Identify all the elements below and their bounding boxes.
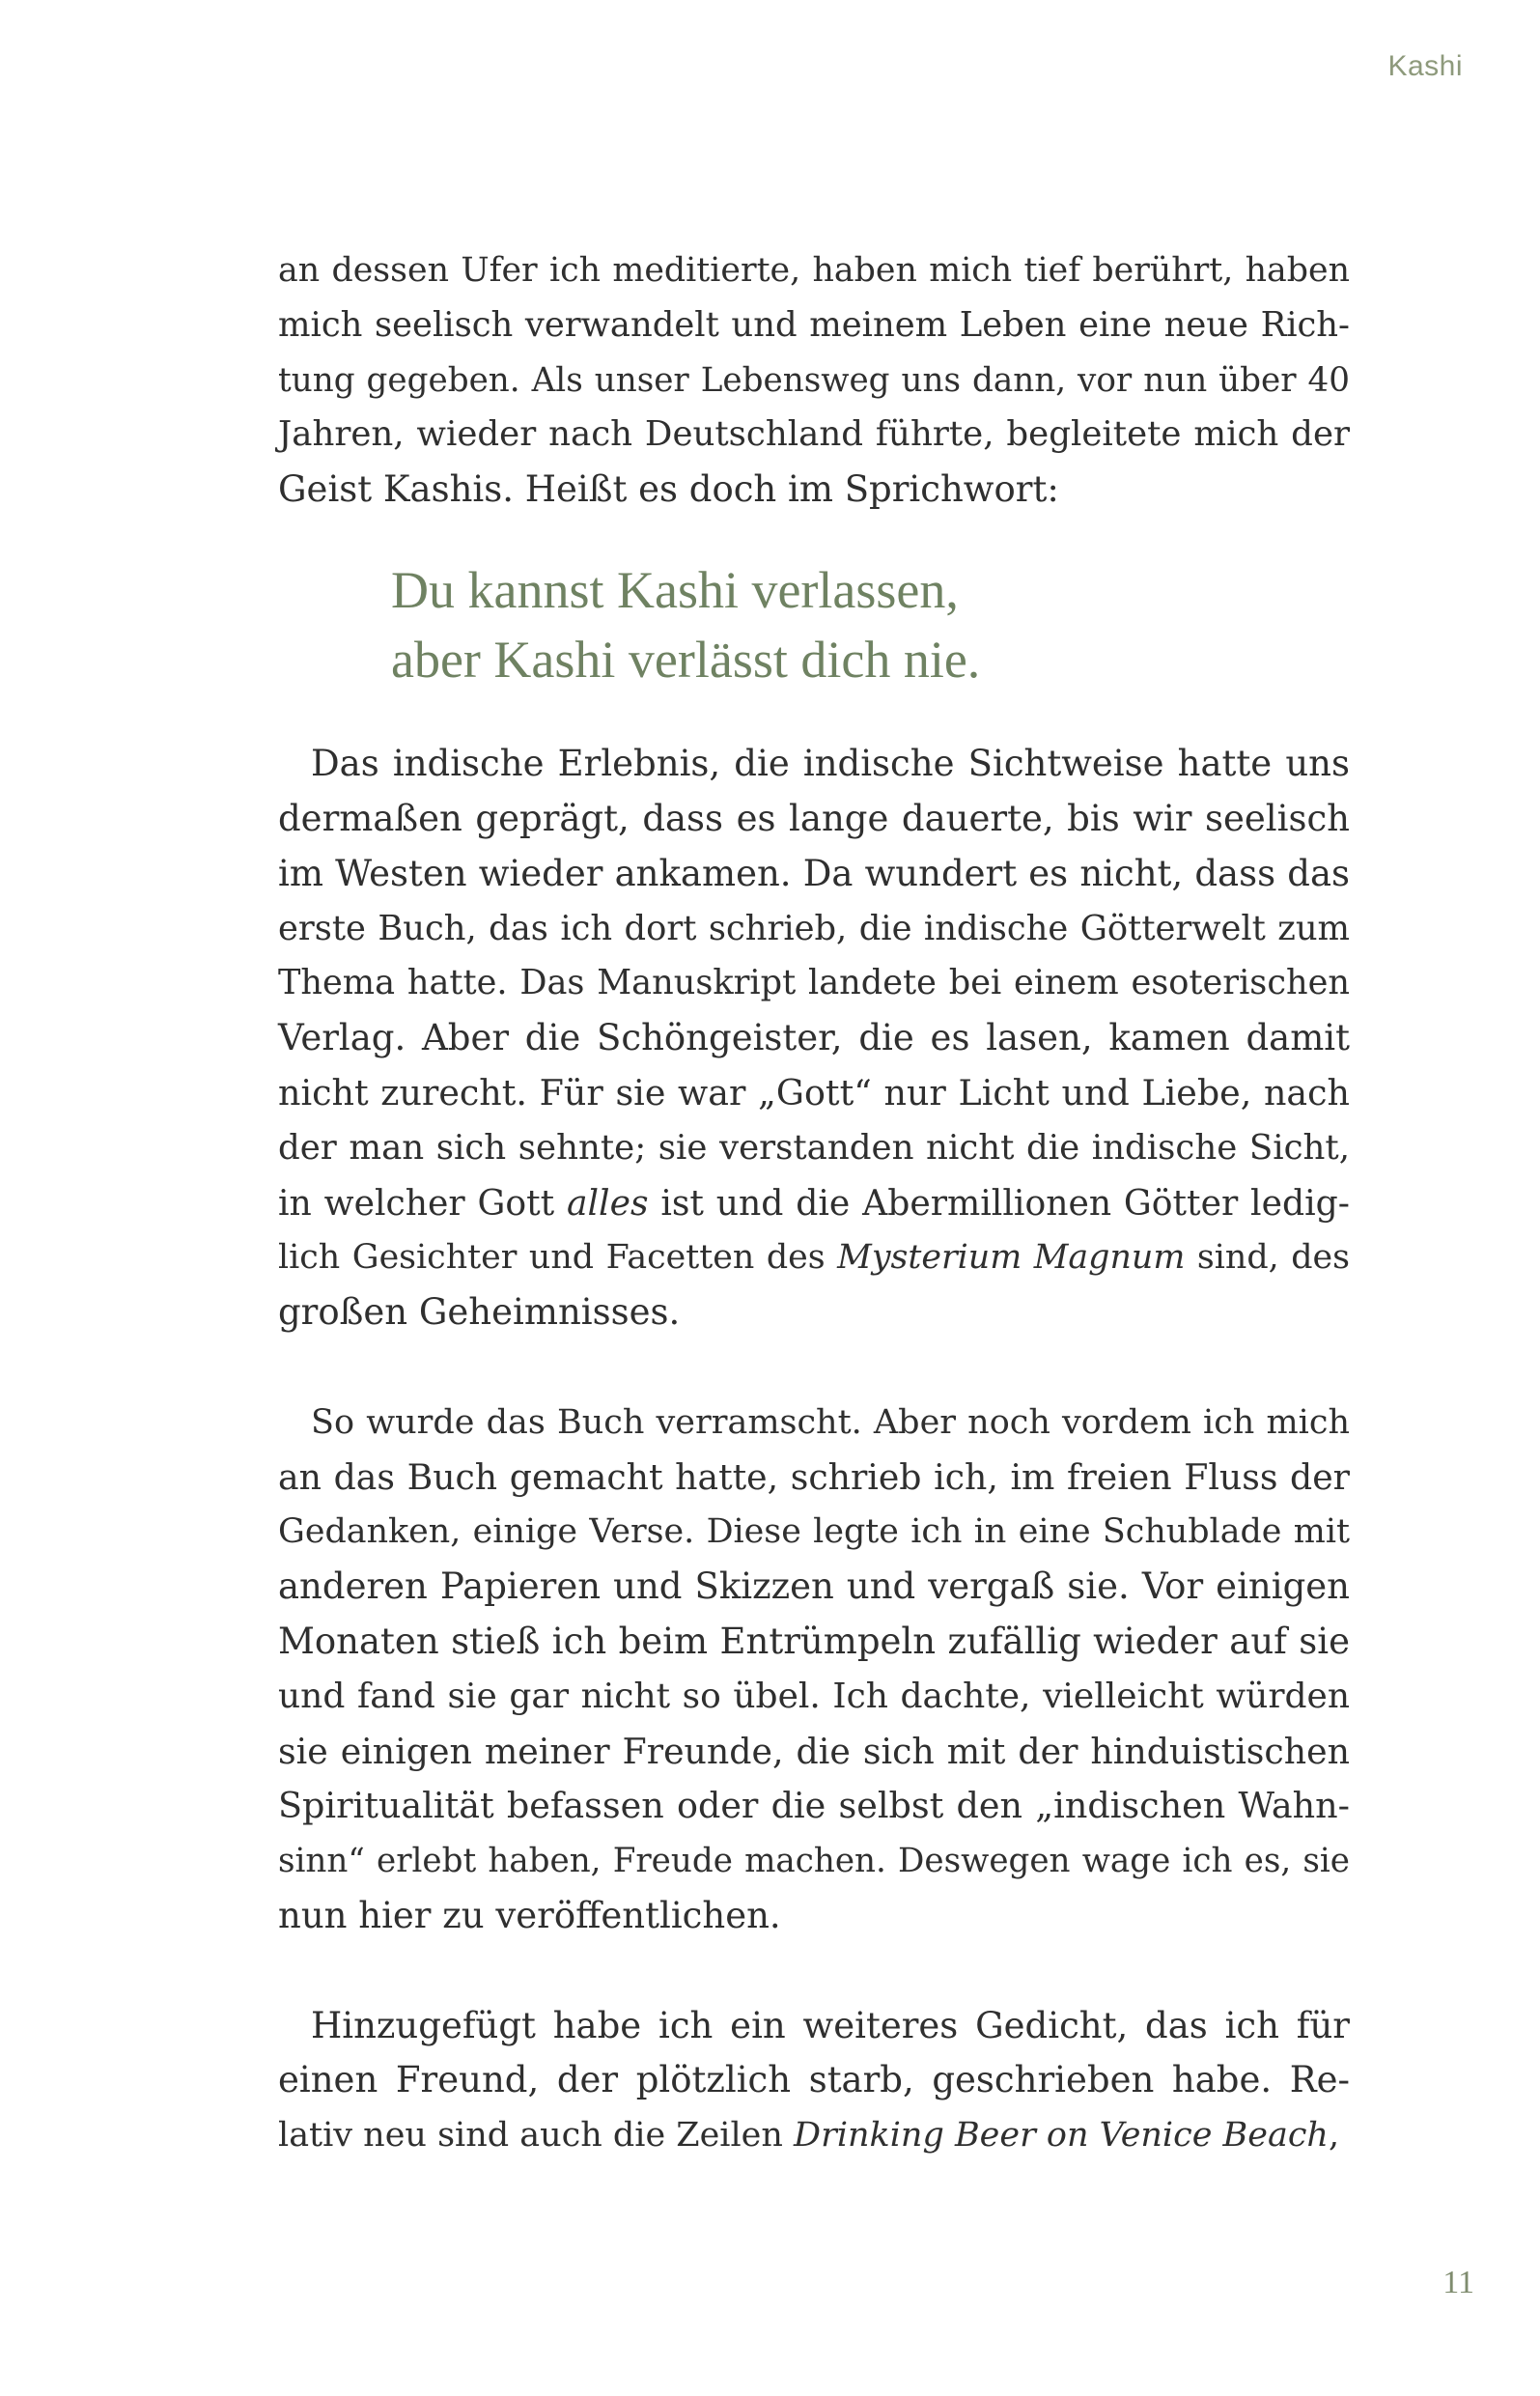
text-line: Thema hatte. Das Manuskript landete bei einem esoterischen	[278, 963, 1350, 1003]
text-line	[278, 1176, 1350, 1231]
text-fragment: in welcher Gott	[278, 1181, 567, 1224]
paragraph-2	[278, 737, 1350, 1340]
text-fragment: ist und die Abermillionen Götter ledig-	[648, 1181, 1350, 1224]
body-text	[278, 243, 1350, 2163]
text-line: der man sich sehnte; sie verstanden nicht die indische Sicht,	[278, 1127, 1350, 1168]
text-line: nun hier zu veröffentlichen.	[278, 1894, 781, 1936]
text-fragment: lich Gesichter und Facetten des	[278, 1238, 838, 1278]
text-line: Geist Kashis. Heißt es doch im Sprichwort:	[278, 468, 1059, 511]
paragraph-spacer	[278, 1944, 1350, 1999]
paragraph-4	[278, 1999, 1350, 2163]
text-line: an dessen Ufer ich meditierte, haben mich tief berührt, haben	[278, 251, 1350, 290]
text-line: anderen Papieren und Skizzen und vergaß sie. Vor einigen	[278, 1565, 1350, 1608]
text-line: Verlag. Aber die Schöngeister, die es lasen, kamen damit	[278, 1017, 1350, 1059]
quote-line: Du kannst Kashi verlassen,	[391, 561, 959, 619]
text-line: Das indische Erlebnis, die indische Sichtweise hatte uns	[311, 743, 1350, 785]
text-line: sinn“ erlebt haben, Freude machen. Deswegen wage ich es, sie	[278, 1842, 1350, 1881]
text-line: an das Buch gemacht hatte, schrieb ich, im freien Fluss der	[278, 1455, 1350, 1498]
text-line: Spiritualität befassen oder die selbst den „indischen Wahn-	[278, 1785, 1350, 1827]
text-line: Jahren, wieder nach Deutschland führte, begleitete mich der	[278, 414, 1350, 455]
proverb-quote	[391, 555, 980, 694]
text-line: tung gegeben. Als unser Lebensweg uns dann, vor nun über 40	[278, 360, 1350, 400]
paragraph-3	[278, 1395, 1350, 1944]
text-line	[278, 2108, 1350, 2163]
text-line: Hinzugefügt habe ich ein weiteres Gedicht, das ich für	[311, 2004, 1350, 2046]
text-line: mich seelisch verwandelt und meinem Leben eine neue Rich-	[278, 304, 1350, 345]
text-line: dermaßen geprägt, dass es lange dauerte, bis wir seelisch	[278, 797, 1350, 839]
running-header: Kashi	[1387, 50, 1463, 82]
text-line: Monaten stieß ich beim Entrümpeln zufällig wieder auf sie	[278, 1620, 1350, 1662]
emphasis: Mysterium Magnum	[837, 1238, 1186, 1278]
text-line: nicht zurecht. Für sie war „Gott“ nur Licht und Liebe, nach	[278, 1071, 1350, 1113]
text-line: großen Geheimnisses.	[278, 1291, 681, 1334]
text-line: und fand sie gar nicht so übel. Ich dachte, vielleicht würden	[278, 1676, 1350, 1716]
text-line	[278, 1230, 1350, 1285]
text-fragment: sind, des	[1185, 1238, 1351, 1278]
paragraph-1	[278, 243, 1350, 518]
emphasis: Drinking Beer on Venice Beach	[794, 2116, 1329, 2156]
text-fragment: ,	[1328, 2116, 1340, 2156]
quote-line: aber Kashi verlässt dich nie.	[391, 631, 981, 689]
text-line: einen Freund, der plötzlich starb, geschrieben habe. Re-	[278, 2059, 1350, 2101]
paragraph-spacer	[278, 1340, 1350, 1395]
text-line: im Westen wieder ankamen. Da wundert es nicht, dass das	[278, 852, 1350, 894]
page-number: 11	[1442, 2265, 1474, 2300]
text-line: So wurde das Buch verramscht. Aber noch vordem ich mich	[311, 1402, 1350, 1442]
text-fragment: lativ neu sind auch die Zeilen	[278, 2116, 795, 2156]
text-line: sie einigen meiner Freunde, die sich mit der hinduistischen	[278, 1730, 1350, 1772]
text-line: Gedanken, einige Verse. Diese legte ich in eine Schublade mit	[278, 1512, 1350, 1552]
text-line: erste Buch, das ich dort schrieb, die indische Götterwelt zum	[278, 908, 1350, 948]
emphasis: alles	[566, 1181, 649, 1224]
